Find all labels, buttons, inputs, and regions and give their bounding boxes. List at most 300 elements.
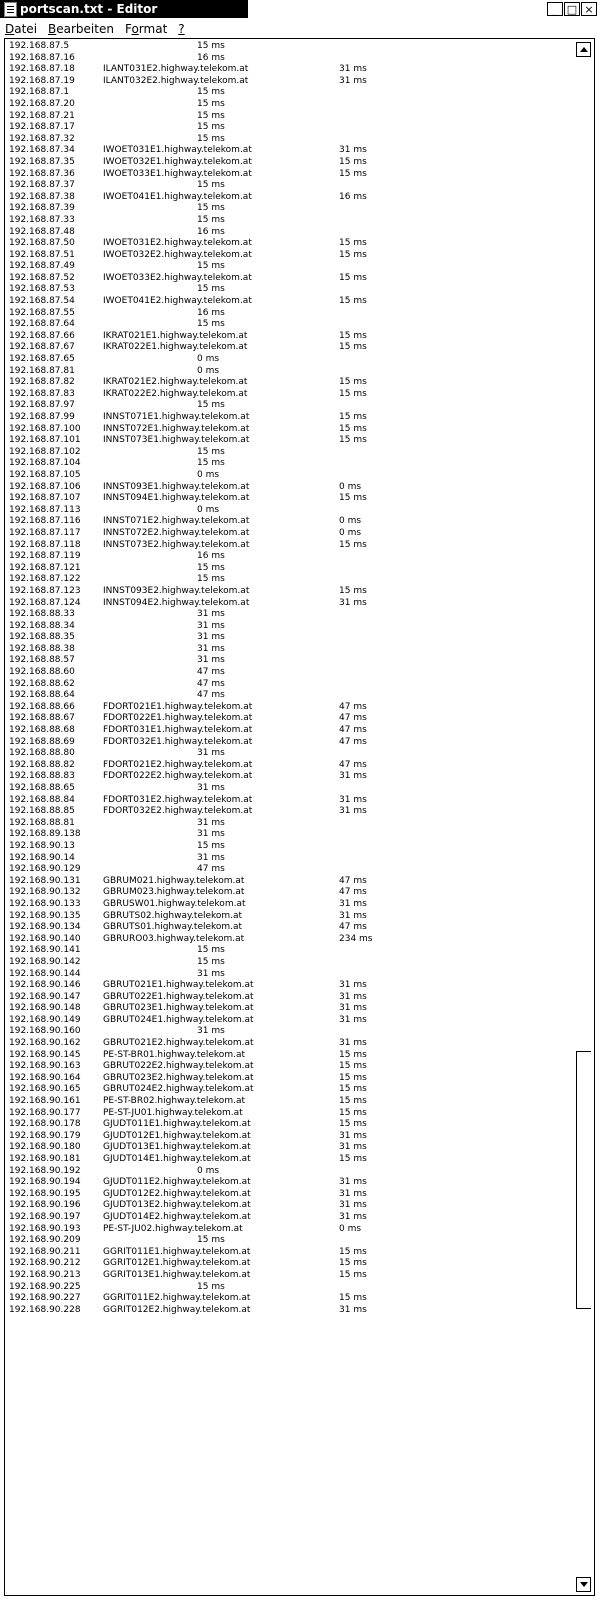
text-line [7,1096,567,1108]
line-ip: 192.168.90.134 [9,922,81,933]
line-ip: 192.168.87.118 [9,539,81,550]
line-ip: 192.168.90.163 [9,1061,81,1072]
text-line [7,644,567,656]
line-ip: 192.168.88.64 [9,690,75,701]
text-line [7,238,567,250]
line-hostname: GJUDT012E2.highway.telekom.at [103,1188,251,1199]
line-ip: 192.168.87.49 [9,261,75,272]
line-ip: 192.168.87.124 [9,597,81,608]
line-ping: 15 ms [339,1293,367,1304]
text-line [7,551,567,563]
line-ping: 15 ms [339,1269,367,1280]
line-ping: 31 ms [339,910,367,921]
line-ping: 15 ms [339,435,367,446]
line-hostname: INNST073E2.highway.telekom.at [103,539,250,550]
line-ip: 192.168.88.83 [9,771,75,782]
line-ping: 31 ms [339,806,367,817]
text-line [7,725,567,737]
text-line [7,992,567,1004]
text-line [7,1108,567,1120]
line-ip: 192.168.88.82 [9,759,75,770]
line-ip: 192.168.90.211 [9,1246,81,1257]
menu-help[interactable] [178,22,184,36]
line-ip: 192.168.88.38 [9,643,75,654]
line-ip: 192.168.87.36 [9,168,75,179]
line-ip: 192.168.88.65 [9,783,75,793]
line-ip: 192.168.90.160 [9,1026,81,1037]
line-ping: 15 ms [197,400,225,411]
line-ip: 192.168.90.147 [9,991,81,1002]
line-ip: 192.168.88.81 [9,817,75,828]
line-ping: 15 ms [339,539,367,550]
line-ping: 15 ms [197,87,225,98]
text-line [7,99,567,111]
line-hostname: GBRUT023E1.highway.telekom.at [103,1003,254,1014]
line-ping: 15 ms [197,98,225,109]
text-line [7,957,567,969]
line-hostname: IWOET033E1.highway.telekom.at [103,168,252,179]
line-hostname: IWOET031E2.highway.telekom.at [103,238,252,249]
text-line [7,1015,567,1027]
line-ip: 192.168.88.80 [9,748,75,759]
line-hostname: GBRUTS02.highway.telekom.at [103,910,243,921]
line-ping: 47 ms [197,667,225,678]
menu-datei-rest: atei [14,21,38,36]
text-line [7,1293,567,1305]
line-ip: 192.168.90.213 [9,1269,81,1280]
line-ping: 47 ms [339,701,367,712]
line-ip: 192.168.87.67 [9,342,75,353]
line-ip: 192.168.87.83 [9,388,75,399]
line-ping: 15 ms [197,214,225,225]
line-ip: 192.168.88.68 [9,725,75,736]
text-line [7,400,567,412]
line-ping: 47 ms [339,713,367,724]
line-ip: 192.168.90.141 [9,945,81,956]
text-line [7,41,567,53]
line-ip: 192.168.88.84 [9,794,75,805]
text-line [7,447,567,459]
line-ping: 15 ms [197,110,225,121]
text-line [7,945,567,957]
line-hostname: FDORT021E2.highway.telekom.at [103,759,253,770]
line-ip: 192.168.87.97 [9,400,75,411]
text-line [7,818,567,830]
line-hostname: IWOET032E2.highway.telekom.at [103,249,252,260]
line-hostname: PE-ST-BR02.highway.telekom.at [103,1096,245,1107]
line-hostname: IWOET032E1.highway.telekom.at [103,156,252,167]
menu-format-pre: F [124,21,132,36]
line-ip: 192.168.90.180 [9,1142,81,1153]
title-bar [0,0,601,18]
line-ip: 192.168.90.209 [9,1235,81,1246]
line-ping: 15 ms [339,1107,367,1118]
text-line [7,632,567,644]
line-ping: 15 ms [197,203,225,214]
maximize-button[interactable]: □ [564,2,580,16]
text-line [7,389,567,401]
line-hostname: PE-ST-BR01.highway.telekom.at [103,1049,245,1060]
line-ip: 192.168.87.55 [9,307,75,318]
text-line [7,1224,567,1236]
line-ip: 192.168.88.85 [9,806,75,817]
scroll-thumb[interactable] [576,1051,591,1309]
line-ip: 192.168.90.135 [9,910,81,921]
line-ip: 192.168.87.65 [9,354,75,365]
line-ip: 192.168.90.161 [9,1096,81,1107]
line-hostname: FDORT021E1.highway.telekom.at [103,701,253,712]
line-ping: 0 ms [197,354,220,365]
line-ping: 47 ms [197,864,225,875]
line-ping: 15 ms [339,1119,367,1130]
text-line [7,53,567,65]
editor-area[interactable] [4,38,595,1596]
line-ip: 192.168.87.32 [9,133,75,144]
line-hostname: IKRAT021E2.highway.telekom.at [103,377,248,388]
line-hostname: ILANT031E2.highway.telekom.at [103,64,249,75]
line-ip: 192.168.88.62 [9,678,75,689]
menu-help-accel: ? [178,21,185,36]
text-line [7,806,567,818]
line-ip: 192.168.90.142 [9,956,81,967]
line-ping: 15 ms [339,412,367,422]
line-ping: 15 ms [339,1049,367,1060]
line-hostname: GGRIT011E2.highway.telekom.at [103,1293,251,1304]
text-line [7,760,567,772]
line-ping: 31 ms [197,609,225,620]
line-ping: 31 ms [197,748,225,759]
text-line [7,690,567,702]
line-ping: 31 ms [197,655,225,666]
line-hostname: GBRUT021E1.highway.telekom.at [103,980,254,991]
line-ping: 15 ms [339,493,367,504]
text-line [7,771,567,783]
text-line [7,1131,567,1143]
text-line [7,331,567,343]
line-ping: 31 ms [339,1177,367,1188]
line-ping: 31 ms [339,1142,367,1153]
text-line [7,377,567,389]
text-line [7,1038,567,1050]
line-ip: 192.168.88.57 [9,655,75,666]
text-line [7,308,567,320]
line-hostname: GGRIT012E1.highway.telekom.at [103,1258,251,1269]
line-ping: 15 ms [339,1096,367,1107]
text-line [7,679,567,691]
line-ping: 31 ms [197,620,225,631]
text-line [7,737,567,749]
line-ping: 47 ms [197,690,225,701]
line-ping: 31 ms [197,783,225,793]
text-line [7,157,567,169]
line-ip: 192.168.87.81 [9,365,75,376]
line-ip: 192.168.90.193 [9,1223,81,1234]
line-ip: 192.168.90.131 [9,875,81,886]
line-ip: 192.168.87.19 [9,75,75,86]
line-ip: 192.168.87.17 [9,122,75,133]
text-line [7,366,567,378]
close-button[interactable]: × [581,2,597,16]
text-line [7,296,567,308]
line-ip: 192.168.87.99 [9,412,75,422]
line-ip: 192.168.87.116 [9,516,81,527]
line-ip: 192.168.90.146 [9,980,81,991]
line-hostname: FDORT022E1.highway.telekom.at [103,713,253,724]
text-line [7,76,567,88]
menu-bearbeiten[interactable] [48,22,114,36]
line-ping: 16 ms [339,191,367,202]
line-ip: 192.168.90.145 [9,1049,81,1060]
line-ip: 192.168.90.196 [9,1200,81,1211]
menu-format-rest: rmat [138,21,168,36]
text-line [7,655,567,667]
line-hostname: FDORT032E2.highway.telekom.at [103,806,253,817]
line-ping: 15 ms [339,272,367,283]
text-line [7,64,567,76]
text-line [7,795,567,807]
line-ping: 15 ms [197,945,225,956]
line-hostname: GGRIT013E1.highway.telekom.at [103,1269,251,1280]
line-hostname: PE-ST-JU01.highway.telekom.at [103,1107,243,1118]
line-ping: 15 ms [339,342,367,353]
text-line [7,713,567,725]
line-ping: 15 ms [339,238,367,249]
line-hostname: FDORT022E2.highway.telekom.at [103,771,253,782]
line-ip: 192.168.88.67 [9,713,75,724]
line-ip: 192.168.87.121 [9,562,81,573]
text-line [7,261,567,273]
text-line [7,841,567,853]
line-ping: 15 ms [339,1154,367,1164]
line-ping: 31 ms [339,1130,367,1141]
minimize-button[interactable]: _ [547,2,563,16]
line-ip: 192.168.88.66 [9,701,75,712]
line-ip: 192.168.87.38 [9,191,75,202]
text-line [7,435,567,447]
line-ping: 47 ms [339,887,367,898]
line-ping: 15 ms [339,156,367,167]
line-ping: 15 ms [339,1061,367,1072]
line-ip: 192.168.87.102 [9,446,81,457]
line-hostname: GBRUT021E2.highway.telekom.at [103,1038,254,1049]
line-ip: 192.168.87.100 [9,423,81,434]
line-ip: 192.168.90.132 [9,887,81,898]
line-hostname: GJUDT011E2.highway.telekom.at [103,1177,251,1188]
line-ip: 192.168.87.52 [9,272,75,283]
line-ip: 192.168.87.33 [9,214,75,225]
line-ip: 192.168.87.48 [9,226,75,237]
line-ip: 192.168.90.162 [9,1038,81,1049]
line-ip: 192.168.87.82 [9,377,75,388]
text-line [7,1258,567,1270]
line-ping: 31 ms [339,980,367,991]
line-hostname: FDORT031E1.highway.telekom.at [103,725,253,736]
line-ping: 47 ms [339,875,367,886]
line-ping: 15 ms [339,1072,367,1083]
line-hostname: INNST093E1.highway.telekom.at [103,481,250,492]
line-hostname: INNST072E2.highway.telekom.at [103,527,250,538]
text-line [7,934,567,946]
line-ip: 192.168.90.194 [9,1177,81,1188]
text-line [7,980,567,992]
text-line [7,1305,567,1317]
line-ip: 192.168.87.113 [9,504,81,515]
line-hostname: INNST093E2.highway.telekom.at [103,585,250,596]
line-ip: 192.168.87.117 [9,527,81,538]
text-line [7,319,567,331]
menu-bearbeiten-rest: earbeiten [56,21,114,36]
scroll-up-arrow-icon[interactable] [576,42,591,57]
line-ping: 15 ms [339,249,367,260]
vertical-scrollbar[interactable] [574,39,594,1595]
line-ping: 31 ms [339,1211,367,1222]
text-line [7,250,567,262]
line-hostname: GJUDT013E1.highway.telekom.at [103,1142,251,1153]
line-hostname: GBRUTS01.highway.telekom.at [103,922,243,933]
line-ping: 16 ms [197,52,225,63]
line-hostname: GGRIT012E2.highway.telekom.at [103,1304,251,1315]
line-hostname: GBRUT024E2.highway.telekom.at [103,1084,254,1095]
text-line [7,424,567,436]
line-ping: 0 ms [339,481,362,492]
menu-bearbeiten-accel: B [48,21,57,36]
line-hostname: IWOET033E2.highway.telekom.at [103,272,252,283]
text-line [7,516,567,528]
menu-format-accel: o [131,21,139,36]
text-line [7,1026,567,1038]
text-line [7,899,567,911]
text-line [7,853,567,865]
line-ping: 15 ms [339,585,367,596]
line-ping: 31 ms [339,794,367,805]
text-line [7,122,567,134]
line-ip: 192.168.90.181 [9,1154,81,1164]
text-line [7,1282,567,1294]
line-ip: 192.168.88.60 [9,667,75,678]
text-line [7,1247,567,1259]
line-ip: 192.168.90.228 [9,1304,81,1315]
line-hostname: PE-ST-JU02.highway.telekom.at [103,1223,243,1234]
line-hostname: IKRAT022E2.highway.telekom.at [103,388,248,399]
line-ip: 192.168.87.37 [9,180,75,191]
text-line [7,342,567,354]
text-line [7,911,567,923]
text-line [7,412,567,424]
text-line [7,1119,567,1131]
line-ping: 31 ms [197,643,225,654]
line-ping: 15 ms [339,388,367,399]
text-line [7,203,567,215]
line-hostname: IWOET041E1.highway.telekom.at [103,191,252,202]
line-ping: 15 ms [197,122,225,133]
line-hostname: INNST071E2.highway.telekom.at [103,516,250,527]
line-ping: 31 ms [197,632,225,643]
scroll-down-arrow-icon[interactable] [576,1577,591,1592]
line-ping: 15 ms [197,446,225,457]
line-ip: 192.168.90.212 [9,1258,81,1269]
line-ip: 192.168.87.51 [9,249,75,260]
line-ip: 192.168.87.101 [9,435,81,446]
text-line [7,864,567,876]
line-ping: 31 ms [339,1014,367,1025]
line-ip: 192.168.90.177 [9,1107,81,1118]
line-ping: 31 ms [339,64,367,75]
text-line [7,1061,567,1073]
line-ip: 192.168.87.119 [9,551,81,562]
text-line [7,702,567,714]
line-hostname: ILANT032E2.highway.telekom.at [103,75,249,86]
line-ip: 192.168.87.106 [9,481,81,492]
notepad-icon[interactable] [4,2,17,17]
line-ip: 192.168.87.18 [9,64,75,75]
line-hostname: IWOET041E2.highway.telekom.at [103,296,252,307]
text-line [7,1003,567,1015]
line-hostname: GBRUT022E2.highway.telekom.at [103,1061,254,1072]
line-ip: 192.168.90.178 [9,1119,81,1130]
line-ip: 192.168.90.133 [9,898,81,909]
line-hostname: IKRAT022E1.highway.telekom.at [103,342,248,353]
text-line [7,1050,567,1062]
line-ip: 192.168.87.5 [9,41,70,51]
line-hostname: GJUDT012E1.highway.telekom.at [103,1130,251,1141]
line-ping: 234 ms [339,933,373,944]
line-ping: 15 ms [197,840,225,851]
line-ip: 192.168.90.129 [9,864,81,875]
text-line [7,169,567,181]
menu-datei[interactable] [5,22,37,36]
line-ping: 47 ms [197,678,225,689]
line-ping: 15 ms [197,133,225,144]
line-ip: 192.168.89.138 [9,829,81,840]
text-line [7,598,567,610]
line-hostname: GBRUM023.highway.telekom.at [103,887,245,898]
line-ping: 15 ms [339,423,367,434]
line-ping: 0 ms [197,1165,220,1176]
text-line [7,1270,567,1282]
text-content[interactable] [7,41,567,1593]
line-hostname: GBRURO03.highway.telekom.at [103,933,245,944]
line-ping: 15 ms [197,319,225,330]
text-line [7,284,567,296]
line-ping: 15 ms [197,562,225,573]
line-ping: 15 ms [197,1235,225,1246]
text-line [7,458,567,470]
window-controls [547,2,597,16]
text-line [7,621,567,633]
line-ping: 31 ms [197,1026,225,1037]
text-line [7,1200,567,1212]
line-ping: 0 ms [339,527,362,538]
line-ip: 192.168.90.165 [9,1084,81,1095]
line-hostname: GJUDT014E1.highway.telekom.at [103,1154,251,1164]
text-line [7,563,567,575]
line-ip: 192.168.87.104 [9,458,81,469]
line-ip: 192.168.90.179 [9,1130,81,1141]
line-ping: 47 ms [339,759,367,770]
line-ip: 192.168.87.64 [9,319,75,330]
text-line [7,192,567,204]
menu-format[interactable] [125,22,167,36]
text-line [7,1177,567,1189]
text-line [7,273,567,285]
line-hostname: INNST094E2.highway.telekom.at [103,597,250,608]
line-ip: 192.168.87.21 [9,110,75,121]
text-line [7,215,567,227]
line-hostname: IWOET031E1.highway.telekom.at [103,145,252,156]
text-line [7,969,567,981]
line-ip: 192.168.88.35 [9,632,75,643]
title-bar-active [0,0,248,18]
